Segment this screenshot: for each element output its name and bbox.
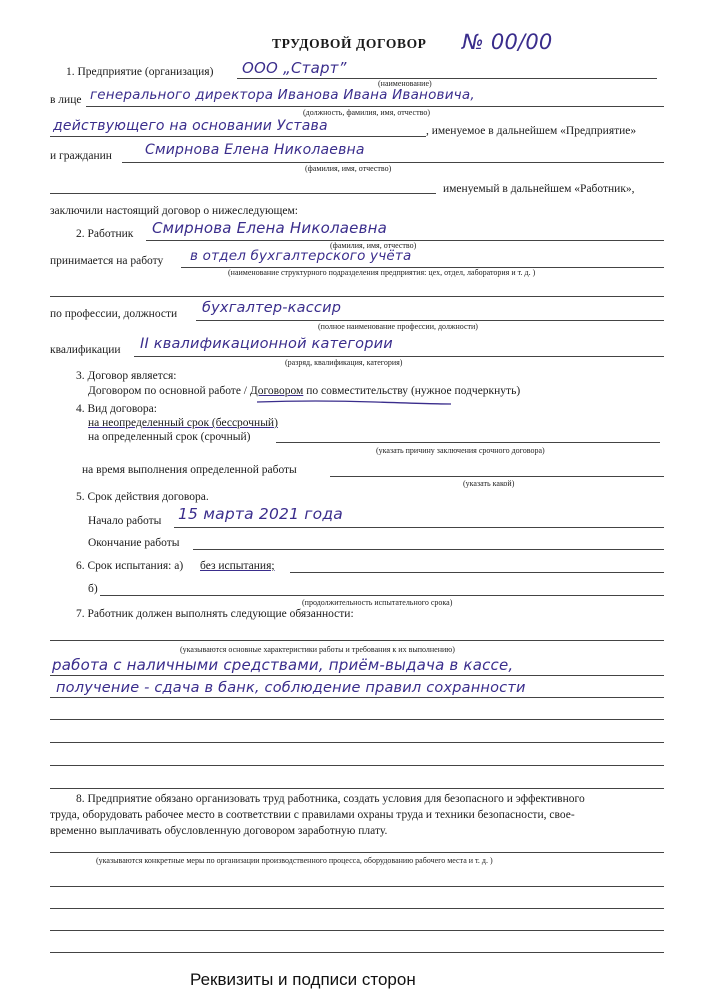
worker-label: 2. Работник [76,228,134,240]
org-line [237,78,657,79]
employer-duties-blank-3 [50,930,664,931]
duties-handwritten-2: получение - сдача в банк, соблюдение правил сохранности [56,680,526,696]
person-handwritten: генерального директора Иванова Ивана Ивановича, [90,87,475,103]
worker-caption: (фамилия, имя, отчество) [330,241,417,250]
option-part-time-rest: по совместительству [306,385,409,397]
probation-b-line [100,595,664,596]
contract-type-label: 3. Договор является: [76,370,177,382]
indefinite-term-option: на неопределенный срок (бессрочный) [88,417,278,429]
hand-underline-stroke [255,396,455,412]
employer-duties-line-2: труда, оборудовать рабочее место в соответствии с правилами охраны труда и техники безопасности, свое- [50,809,575,821]
definite-term-option: на определенный срок (срочный) [88,431,251,443]
profession-line [196,320,664,321]
probation-label: 6. Срок испытания: а) [76,560,184,572]
person-label: в лице [50,94,82,106]
worker-line [50,193,436,194]
task-caption: (указать какой) [463,479,515,488]
profession-caption: (полное наименование профессии, должности) [318,322,478,331]
option-part-time: Договором [249,385,304,397]
employer-duties-caption: (указываются конкретные меры по организации производственного процесса, оборудованию рабочего места и т. д. ) [96,856,493,865]
employer-duties-blank-4 [50,952,664,953]
task-label: на время выполнения определенной работы [82,464,297,476]
start-handwritten: 15 марта 2021 года [178,505,343,523]
duties-caption: (указываются основные характеристики работы и требования к их выполнению) [180,645,455,654]
duties-line-5 [50,765,664,766]
org-handwritten: ООО „Старт” [242,59,347,77]
citizen-line [122,162,664,163]
end-line [193,549,664,550]
hired-handwritten: в отдел бухгалтерского учёта [190,248,412,264]
basis-suffix: , именуемое в дальнейшем «Предприятие» [426,125,637,137]
start-line [174,527,664,528]
employer-duties-blank-0 [50,852,664,853]
employer-duties-line-1: 8. Предприятие обязано организовать труд работника, создать условия для безопасного и эффективного [76,793,585,805]
duties-line-0 [50,640,664,641]
probation-a-value: без испытания; [200,560,275,572]
basis-line [50,136,426,137]
contract-number-handwritten: № 00/00 [462,30,553,54]
employer-duties-blank-2 [50,908,664,909]
contract-kind-label: 4. Вид договора: [76,403,157,415]
hired-extra-line [50,296,664,297]
qualification-line [134,356,664,357]
citizen-handwritten: Смирнова Елена Николаевна [145,142,365,158]
document-title: ТРУДОВОЙ ДОГОВОР [272,36,427,51]
duties-line-4 [50,742,664,743]
profession-handwritten: бухгалтер-кассир [202,300,342,316]
qualification-caption: (разряд, квалификация, категория) [285,358,403,367]
person-line [86,106,664,107]
worker-handwritten: Смирнова Елена Николаевна [152,219,388,237]
task-line [330,476,664,477]
qualification-handwritten: II квалификационной категории [140,336,393,352]
hired-label: принимается на работу [50,255,164,267]
duties-handwritten-1: работа с наличными средствами, приём-выдача в кассе, [52,656,514,674]
duties-line-3 [50,719,664,720]
org-caption: (наименование) [378,79,432,88]
start-label: Начало работы [88,515,162,527]
citizen-label: и гражданин [50,150,112,162]
citizen-caption: (фамилия, имя, отчество) [305,164,392,173]
option-main-work: Договором по основной работе / [88,385,248,397]
employer-duties-line-3: временно выплачивать обусловленную договором заработную плату. [50,825,388,837]
definite-term-line [276,442,660,443]
basis-handwritten: действующего на основании Устава [53,118,328,134]
org-label: 1. Предприятие (организация) [66,66,214,78]
person-caption: (должность, фамилия, имя, отчество) [303,108,430,117]
end-label: Окончание работы [88,537,180,549]
employer-duties-blank-1 [50,886,664,887]
hired-caption: (наименование структурного подразделения предприятия: цех, отдел, лаборатория и т. д. ) [228,268,536,277]
probation-b-caption: (продолжительность испытательного срока) [302,598,453,607]
worker-suffix: именуемый в дальнейшем «Работник», [443,183,635,195]
footer-signatures-heading: Реквизиты и подписи сторон [190,970,416,989]
probation-a-line [290,572,664,573]
definite-term-caption: (указать причину заключения срочного договора) [376,446,545,455]
duties-line-6 [50,788,664,789]
duties-label: 7. Работник должен выполнять следующие обязанности: [76,608,354,620]
term-label: 5. Срок действия договора. [76,491,209,503]
probation-b-label: б) [88,583,98,595]
duties-line-2 [50,697,664,698]
concluded-text: заключили настоящий договор о нижеследующем: [50,205,298,217]
underline-hint: (нужное подчеркнуть) [410,385,521,397]
qualification-label: квалификации [50,344,121,356]
profession-label: по профессии, должности [50,308,178,320]
duties-line-1 [50,675,664,676]
